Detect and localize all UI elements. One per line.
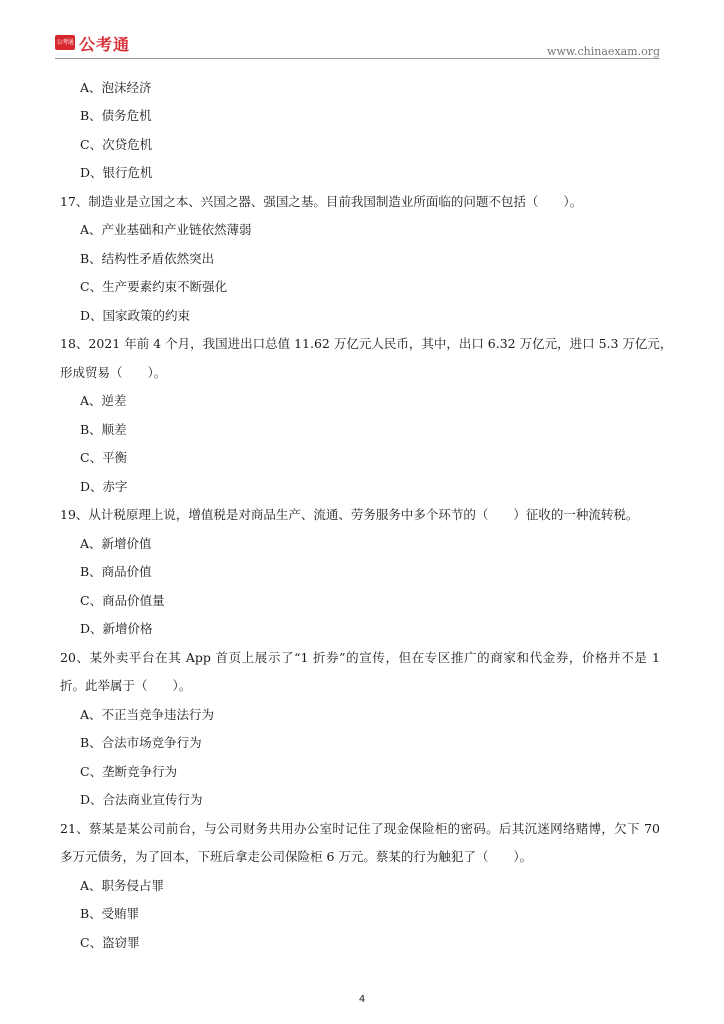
logo-badge: 公考通 (55, 35, 75, 50)
header-divider (55, 58, 660, 59)
option-line: A、新增价值 (80, 536, 152, 551)
option-line: A、逆差 (80, 393, 127, 408)
question-line: 折。此举属于（ ）。 (60, 678, 192, 693)
option-line: A、不正当竞争违法行为 (80, 707, 215, 722)
option-line: A、泡沫经济 (80, 80, 152, 95)
option-line: A、职务侵占罪 (80, 878, 165, 893)
page-header (0, 0, 724, 60)
option-line: D、国家政策的约束 (80, 308, 191, 323)
option-line: C、生产要素约束不断强化 (80, 279, 228, 294)
option-line: B、商品价值 (80, 564, 152, 579)
option-line: B、顺差 (80, 422, 127, 437)
option-line: D、赤字 (80, 479, 128, 494)
option-line: C、平衡 (80, 450, 128, 465)
option-line: B、受贿罪 (80, 906, 140, 921)
option-line: B、合法市场竞争行为 (80, 735, 202, 750)
page-number: 4 (358, 994, 366, 1005)
option-line: B、结构性矛盾依然突出 (80, 251, 215, 266)
question-line: 19、从计税原理上说，增值税是对商品生产、流通、劳务服务中多个环节的（ ）征收的一种流转税。 (60, 507, 639, 522)
option-line: C、次贷危机 (80, 137, 153, 152)
question-line: 21、蔡某是某公司前台，与公司财务共用办公室时记住了现金保险柜的密码。后其沉迷网络赌博，欠下 70 (60, 821, 660, 836)
option-line: C、垄断竞争行为 (80, 764, 178, 779)
option-line: C、商品价值量 (80, 593, 165, 608)
option-line: D、新增价格 (80, 621, 153, 636)
question-line: 形成贸易（ ）。 (60, 365, 167, 380)
option-line: D、合法商业宣传行为 (80, 792, 203, 807)
option-line: A、产业基础和产业链依然薄弱 (80, 222, 252, 237)
option-line: B、债务危机 (80, 108, 152, 123)
question-line: 18、2021 年前 4 个月，我国进出口总值 11.62 万亿元人民币，其中，出口 6.32 万亿元，进口 5.3 万亿元， (60, 336, 673, 351)
logo-text: 公考通 (79, 35, 131, 54)
option-line: C、盗窃罪 (80, 935, 140, 950)
question-line: 20、某外卖平台在其 App 首页上展示了“1 折券”的宣传，但在专区推广的商家和代金券，价格并不是 1 (60, 650, 660, 665)
question-line: 多万元债务，为了回本，下班后拿走公司保险柜 6 万元。蔡某的行为触犯了（ ）。 (60, 849, 533, 864)
option-line: D、银行危机 (80, 165, 153, 180)
question-line: 17、制造业是立国之本、兴国之器、强国之基。目前我国制造业所面临的问题不包括（ ）。 (60, 194, 583, 209)
site-url: www.chinaexam.org (547, 45, 660, 58)
